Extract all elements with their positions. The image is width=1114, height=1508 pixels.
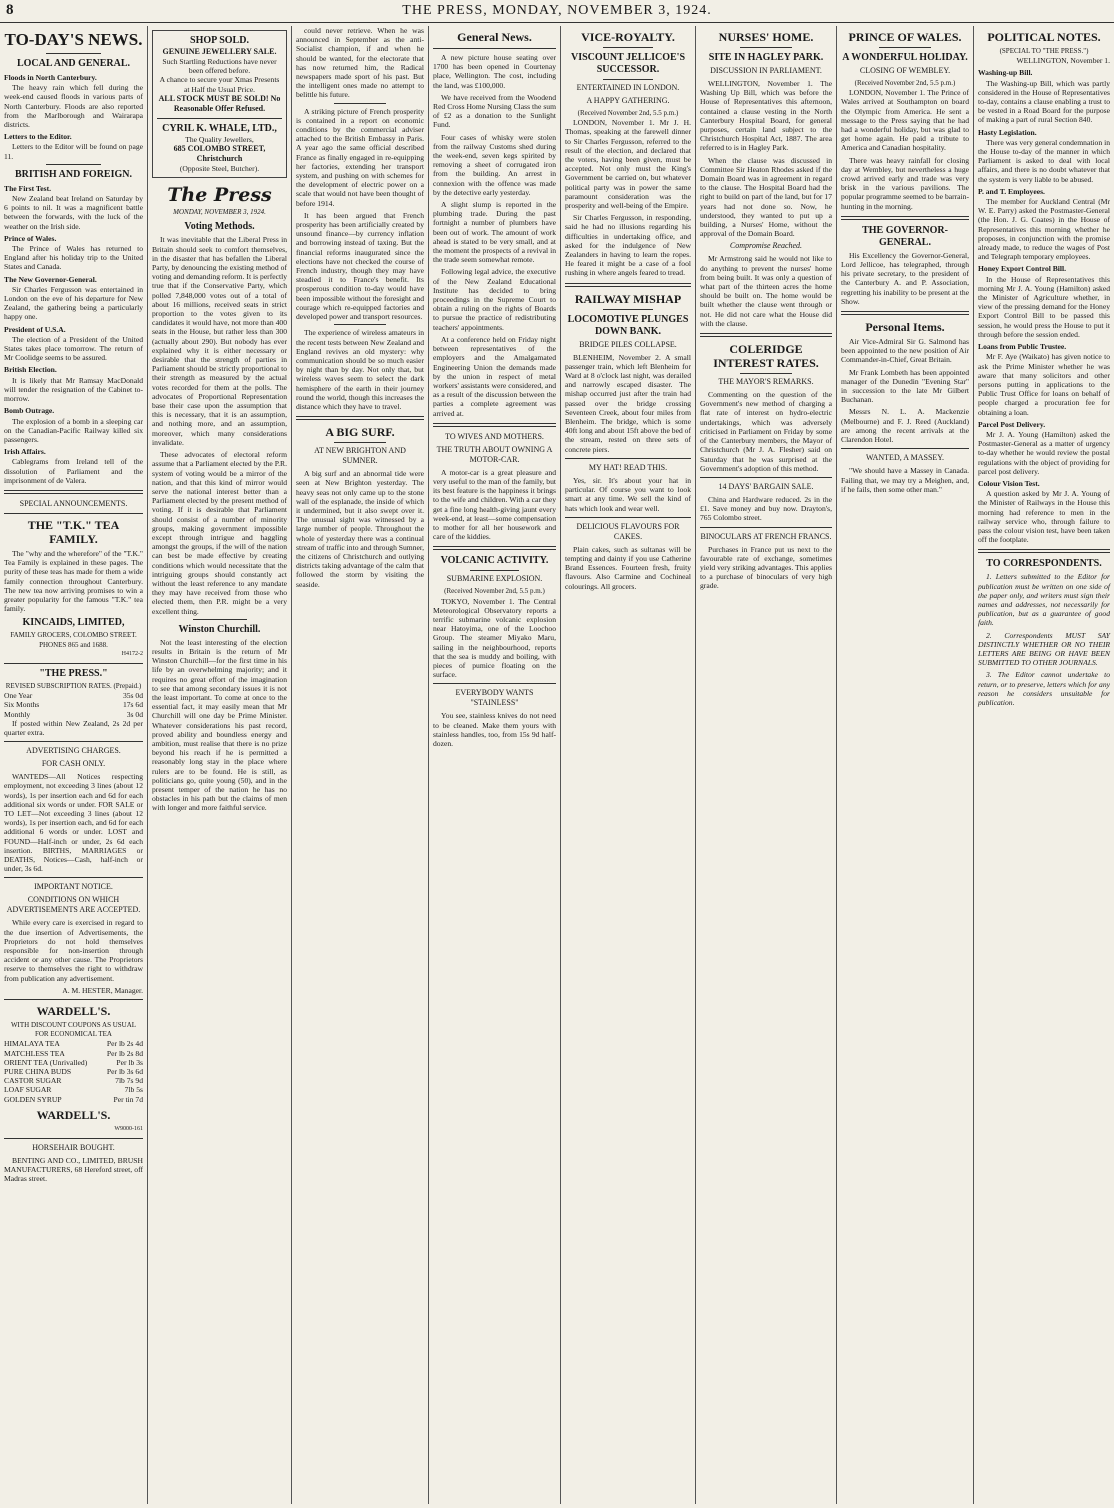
- parcel-text: Mr J. A. Young (Hamilton) asked the Postmaster-General as a matter of urgency to-day whether he would review the postal regulations with the object of providing for parcel post delivery.: [978, 429, 1110, 476]
- price-label: Six Months: [4, 700, 40, 710]
- price-row: [4, 1049, 143, 1058]
- closing-wembley: CLOSING OF WEMBLEY.: [859, 66, 951, 75]
- usa-text: The election of a President of the United States takes place tomorrow. The return of Mr Coolidge seems to be assured.: [4, 334, 143, 363]
- price-row: [4, 1039, 143, 1048]
- hat-text: Yes, sir. It's about your hat in particular. Of course you want to look smart at any time. We sell the kind of hats which look and wear well.: [565, 475, 691, 513]
- price-label: GOLDEN SYRUP: [4, 1094, 62, 1104]
- colour-text: A question asked by Mr J. A. Young of the Minister of Railways in the House this morning had reference to men in the railway service who, through failure to pass the colour vision test, have been taken off the footplate.: [978, 489, 1110, 545]
- advertising-charges-heading: ADVERTISING CHARGES.: [26, 746, 121, 756]
- railway-mishap-heading: RAILWAY MISHAP: [574, 291, 682, 306]
- column-nurses-home: [696, 26, 837, 1504]
- pt-text: The member for Auckland Central (Mr W. E. Parry) asked the Postmaster-General (the Hon. J. G. Coates) in the House of Representatives this morning whether he proposes, in conjunction with the promise already made, to reduce the wages of Post and Telegraph temporary employees.: [978, 197, 1110, 262]
- whale-address: 685 COLOMBO STREET, Christchurch: [173, 144, 266, 164]
- usa-heading: President of U.S.A.: [4, 324, 66, 334]
- whale-sub: The Quality Jewellers,: [185, 134, 254, 144]
- price-value: 3s 0d: [126, 709, 143, 719]
- railway-text: BLENHEIM, November 2. A small passenger train, which left Blenheim for Ward at 8 o'clock last night, was derailed and narrowly escaped disaster. The mishap occurred just after the train had passed over the bridge crossing Seventeen Creek, about four miles from Blenheim. The bridge, which is some 40ft long and about 15ft above the bed of the stream, rested on three sets of concrete piers.: [565, 352, 691, 454]
- volcanic-received: (Received November 2nd, 5.5 p.m.): [444, 587, 545, 596]
- kincaids-name: KINCAIDS, LIMITED,: [22, 617, 125, 629]
- volcanic-heading: VOLCANIC ACTIVITY.: [440, 555, 549, 567]
- governor-text: Sir Charles Fergusson was entertained in London on the eve of his departure for New Zealand, the gathering being a particularly happy one.: [4, 284, 143, 322]
- column-todays-news: [0, 26, 148, 1504]
- personal-items-heading: Personal Items.: [865, 320, 945, 335]
- price-row: [4, 1067, 143, 1076]
- british-election-heading: British Election.: [4, 365, 57, 375]
- price-row: [4, 1076, 143, 1085]
- todays-news-heading: TO-DAY'S NEWS.: [4, 30, 143, 49]
- bargain-text: China and Hardware reduced. 2s in the £1. Save money and buy now. Drayton's, 765 Colombo street.: [700, 494, 832, 523]
- shop-chance: A chance to secure your Xmas Presents at Half the Usual Price.: [159, 75, 280, 94]
- price-label: LOAF SUGAR: [4, 1085, 52, 1095]
- washing-up-heading: Washing-up Bill.: [978, 68, 1033, 78]
- whisky-text: Four cases of whisky were stolen from the railway Customs shed during the week-end, seven kegs spirited by removing a sheet of corrugated iron from the building. An arrest in connexion with the offence was made by the detective early yesterday.: [433, 132, 556, 197]
- price-value: Per lb 3s 6d: [106, 1067, 143, 1077]
- first-test-text: New Zealand beat Ireland on Saturday by 6 points to nil. It was a magnificent battle between the forwards, with the luck of the weather on the Irish side.: [4, 194, 143, 231]
- governor-general-text: His Excellency the Governor-General, Lord Jellicoe, has telegraphed, through his private secretary, to the president of the Canterbury A. and P. Association, regretting his inability to be present at the Show.: [841, 250, 969, 306]
- volcanic-text: TOKYO, November 1. The Central Meteorological Observatory reports a terrific submarine volcanic explosion near Hatoyima, one of the Loochoo Group. The steamer Miyako Maru, sailing in the neighbourhood, reports that the sea is muddy and boiling, with pieces of pumice floating on the surface.: [433, 596, 556, 680]
- conditions-heading: CONDITIONS ON WHICH ADVERTISEMENTS ARE ACCEPTED.: [6, 895, 141, 915]
- wonderful-holiday: A WONDERFUL HOLIDAY.: [842, 52, 968, 63]
- flavours-text: Plain cakes, such as sultanas will be tempting and dainty if you use Catherine Brand Essences. Fourteen fresh, fruity flavours. Also Carmine and Cochineal colourings. All grocers.: [565, 544, 691, 591]
- stainless-text: You see, stainless knives do not need to be cleaned. Make them yours with stainless handles, too, from 15s 9d half-dozen.: [433, 711, 556, 748]
- big-surf-sub: AT NEW BRIGHTON AND SUMNER.: [314, 446, 406, 466]
- personal-text-1: Air Vice-Admiral Sir G. Salmond has been appointed to the new position of Air Commander-in-Chief, Great Britain.: [841, 337, 969, 365]
- special-announcements-heading: SPECIAL ANNOUNCEMENTS.: [19, 498, 128, 508]
- price-row: [4, 1058, 143, 1067]
- masthead: [0, 0, 1114, 23]
- whale-name: CYRIL K. WHALE, LTD.,: [162, 122, 277, 134]
- column-editorial: [148, 26, 292, 1504]
- kincaids-address: FAMILY GROCERS, COLOMBO STREET. PHONES 865 and 1688.: [10, 631, 137, 649]
- loans-heading: Loans from Public Trustee.: [978, 342, 1067, 352]
- voting-text-2: These advocates of electoral reform assume that a Parliament elected by the P.R. system of voting would be a mirror of the nation, and that this kind of mirror would serve the national interest better than a Parliament elected by the present method of voting. If it is desirable that Parliament should consist of a number of minority groups, making government impossible except through intrigue and haggling amongst the groups, if the will of the nation can best be made effective by creating conditions which would necessitate that the intriguing groups should constantly act without the least reference to any mandate they may have received from those who elected them, then P.R. might be a very excellent thing.: [152, 450, 287, 616]
- column-vice-royalty: [561, 26, 696, 1504]
- nurses-home-heading: NURSES' HOME.: [718, 30, 814, 44]
- letters-text: Letters to the Editor will be found on page 11.: [4, 142, 143, 161]
- plumbing-text: A slight slump is reported in the plumbing trade. During the past fortnight a number of plumbers have been out of work. The amount of work ahead is stated to be very small, and at the moment the prospects of a revival in the trade seem somewhat remote.: [433, 200, 556, 265]
- press-logo: The Press: [167, 184, 272, 207]
- price-value: Per lb 3s: [116, 1057, 143, 1067]
- voting-heading: Voting Methods.: [184, 221, 255, 233]
- shop-stock: ALL STOCK MUST BE SOLD! No Reasonable Offer Refused.: [158, 93, 281, 113]
- conditions-text: While every care is exercised in regard to the due insertion of Advertisements, the Proprietors do not hold themselves responsible for non-insertion through accident or any other cause. The Proprietors reserve to themselves the right to withdraw from publication any advertisement.: [4, 918, 143, 983]
- personal-text-3: Messrs N. L. A. Mackenzie (Melbourne) and F. J. Reed (Auckland) are among the recent arrivals at the Clarendon Hotel.: [841, 407, 969, 445]
- price-label: Monthly: [4, 709, 31, 719]
- price-value: 7lb 5s: [124, 1085, 143, 1095]
- french-finance-text: It has been argued that French prosperity has been artificially created by unsound finance—by currency inflation and borrowing instead of taxing. But the financial reforms inaugurated since the elections have not checked the course of French industry, though they may have steadied it to France's benefit. Its prosperous condition to-day would have been impossible without the foresight and courage which re-equipped factories and developed power and transport resources.: [296, 210, 424, 322]
- bridge-piles: BRIDGE PILES COLLAPSE.: [579, 339, 677, 349]
- wives-heading: TO WIVES AND MOTHERS.: [445, 431, 544, 441]
- nurses-home-text: WELLINGTON, November 1. The Washing Up Bill, which was before the House of Representatives this afternoon, contained a clause vesting in the North Canterbury Hospital Board, for general purposes, certain land subject to the Christchurch Hospital Act, 1887. The area referred to is in Hagley Park.: [700, 79, 832, 153]
- wardells-price-list: [4, 1039, 143, 1103]
- voting-text: It was inevitable that the Liberal Press in Britain should seek to comfort themselves, in the disaster that has befallen the Liberal Party, by denouncing the existing method of voting and demanding reform. It is perfectly true that if the Conservative Party, which polled 7,848,000 votes out of a total of about 16 millions, received seats in strict proportion to the votes given to its candidates it would have, not more than 400 seats in the House, but rather less than 300 (actually about 290). But nobody has ever explained why it is either necessary or desirable that the strength of parties in Parliament should be strictly proportional to their strength as measured by the actual votes recorded for them at the polls. The advocates of Proportional Representation base their case upon the assumption that this is necessary, that it is an assumption, and nothing more, and an assumption, moreover, which many considerations invalidate.: [152, 235, 287, 447]
- prince-received: (Received November 2nd, 5.5 p.m.): [854, 79, 956, 87]
- price-label: One Year: [4, 691, 33, 701]
- governor-heading: The New Governor-General.: [4, 274, 97, 284]
- shop-sold-heading: SHOP SOLD.: [190, 35, 249, 46]
- governor-general-heading: THE GOVERNOR-GENERAL.: [862, 224, 948, 248]
- price-label: PURE CHINA BUDS: [4, 1067, 72, 1077]
- flavours-heading: DELICIOUS FLAVOURS FOR CAKES.: [576, 521, 680, 541]
- big-surf-text: A big surf and an abnormal tide were seen at New Brighton yesterday. The heavy seas not only came up to the stone wall of the esplanade, the inside of which it undermined, but it also swept over it. The unusual sight was witnessed by a large number of people. Throughout the whole of yesterday there was a continual stream of traffic into and through Sumner, the citizens of Christchurch and outlying districts taking advantage of the calm that followed the storm by visiting the seaside.: [296, 469, 424, 589]
- vice-royalty-text: LONDON, November 1. Mr J. H. Thomas, speaking at the farewell dinner to Sir Charles Fergusson, referred to the result of the election, and declared that the voters, having been given, must be accepted. Not only must the King's Government be carried on, but whatever political party was in power the same paramount consideration was the prosperity and well-being of the Empire.: [565, 118, 691, 211]
- price-row: [4, 1095, 143, 1104]
- political-dateline: WELLINGTON, November 1.: [1016, 56, 1110, 66]
- editorial-dateline: MONDAY, NOVEMBER 3, 1924.: [173, 208, 266, 217]
- price-row: [4, 1085, 143, 1094]
- wanted-massey-heading: WANTED, A MASSEY.: [865, 453, 945, 463]
- wives-sub: THE TRUTH ABOUT OWNING A MOTOR-CAR.: [436, 444, 553, 464]
- price-label: HIMALAYA TEA: [4, 1039, 60, 1049]
- jellicoe-successor: VISCOUNT JELLICOE'S SUCCESSOR.: [570, 52, 686, 75]
- column-prince-of-wales: [837, 26, 974, 1504]
- nurses-home-text-2: When the clause was discussed in Committee Sir Heaton Rhodes asked if the Domain Board was in agreement in regard to the clause. The Hospital Board had the right to build on part of the land, but for 17 years had not done so. Now, he understood, they wanted to put up a building, a Nurses' Home, without the approval of the Domain Board.: [700, 155, 832, 239]
- rate-row: [4, 691, 143, 700]
- correspondents-text-3: 3. The Editor cannot undertake to return, or to preserve, letters which for any reason he considers unsuitable for publication.: [978, 670, 1110, 707]
- pt-heading: P. and T. Employees.: [978, 186, 1045, 196]
- big-surf-heading: A BIG SURF.: [325, 425, 395, 440]
- newspaper-page: [0, 26, 1114, 1504]
- british-foreign-heading: BRITISH AND FOREIGN.: [15, 168, 132, 180]
- political-special: (SPECIAL TO "THE PRESS."): [999, 47, 1089, 55]
- compromise-heading: Compromise Reached.: [729, 241, 803, 251]
- coleridge-heading: COLERIDGE INTEREST RATES.: [713, 342, 819, 371]
- prince-of-wales-heading: PRINCE OF WALES.: [848, 30, 962, 44]
- entertained-london: ENTERTAINED IN LONDON.: [576, 83, 680, 92]
- washing-up-text: The Washing-up Bill, which was partly considered in the House of Representatives to-day, contains a clause enabling a trust to be vested in a Road Board for the purpose of making a part of rural Section 840.: [978, 78, 1110, 125]
- general-news-heading: General News.: [457, 30, 532, 44]
- binoculars-text: Purchases in France put us next to the favourable rate of exchange, sometimes yield very striking advantages. This applies to a purchase of binoculars of very high grade.: [700, 544, 832, 591]
- colour-heading: Colour Vision Test.: [978, 478, 1040, 488]
- wanted-massey-text: "We should have a Massey in Canada. Failing that, we may try a Meighen, and, if he fails, then some other man.": [841, 466, 969, 494]
- happy-gathering: A HAPPY GATHERING.: [586, 96, 670, 105]
- honey-text: In the House of Representatives this morning Mr J. A. Young (Hamilton) asked the Minister of Agriculture whether, in view of the pressing demand for the Honey Export Control Bill to be passed this session, he would press the House to put it through before the session ended.: [978, 274, 1110, 339]
- personal-text-2: Mr Frank Lombeth has been appointed manager of the Dunedin "Evening Star" in succession to the late Mr Gilbert Buchanan.: [841, 367, 969, 405]
- parcel-heading: Parcel Post Delivery.: [978, 419, 1046, 429]
- wives-text: A motor-car is a great pleasure and very useful to the man of the family, but its best feature is the happiness it brings to the wife and children. With a car they get a fine long health-giving jaunt every week-end, at least—some compensation to mother for all her housework and care of the kiddies.: [433, 467, 556, 542]
- hasty-text: There was very general condemnation in the House to-day of the manner in which Parliament is asked to deal with local affairs, and there is no doubt whatever that the system is very liable to be abused.: [978, 137, 1110, 184]
- wardells-heading: WARDELL'S.: [36, 1004, 111, 1019]
- irish-heading: Irish Affairs.: [4, 447, 46, 457]
- correspondents-text-1: 1. Letters submitted to the Editor for publication must be written on one side of the paper only, and writers must sign their names and addresses, not necessarily for publication, but as a guarantee of good faith.: [978, 572, 1110, 628]
- rate-row: [4, 710, 143, 719]
- vice-royalty-heading: VICE-ROYALTY.: [581, 30, 675, 44]
- tk-tea-heading: THE "T.K." TEA FAMILY.: [27, 517, 120, 546]
- floods-heading: Floods in North Canterbury.: [4, 73, 97, 82]
- honey-heading: Honey Export Control Bill.: [978, 264, 1067, 274]
- shop-sold-advert: [152, 30, 287, 178]
- price-label: ORIENT TEA (Unrivalled): [4, 1057, 88, 1067]
- educational-text: Following legal advice, the executive of the New Zealand Educational Institute has decided to bring proceedings in the Supreme Court to obtain a ruling on the rights of Boards to pursue the practice of redistributing teachers' appointments.: [433, 267, 556, 332]
- french-prosperity-text: A striking picture of French prosperity is contained in a report on economic conditions by the commercial adviser attached to the British Embassy in Paris. A year ago the same official described France as finally engaged in re-equipping her factories, extending her transport system, and pushing on with schemes for the development of electric power on a scale that would not have been thought of before 1914.: [296, 106, 424, 208]
- shop-reductions: Such Startling Reductions have never been offered before.: [162, 57, 277, 76]
- parliament-discussion: DISCUSSION IN PARLIAMENT.: [710, 66, 822, 75]
- engineering-text: At a conference held on Friday night between representatives of the employers and the Amalgamated Engineering Union the demands made by the union in respect of metal workers' assistants were considered, and as a result of the discussion between the parties a complete agreement was arrived at.: [433, 334, 556, 418]
- price-value: 7lb 7s 9d: [115, 1076, 143, 1086]
- volcanic-sub: SUBMARINE EXPLOSION.: [446, 574, 543, 584]
- wireless-text: The experience of wireless amateurs in the recent tests between New Zealand and England revives an old mystery: why communication should be so much easier by night than by day. Not only that, but wireless waves seem to select the dark hemisphere of the earth in their journey round the world, though this increases the distance which they have to travel.: [296, 328, 424, 411]
- loans-text: Mr F. Aye (Waikato) has given notice to ask the Prime Minister whether he was aware that many solicitors and other persons putting in applications to the Public Trust Office for loans on behalf of people charged a procuration fee for obtaining a loan.: [978, 352, 1110, 417]
- rate-row: [4, 700, 143, 709]
- prince-heading: Prince of Wales.: [4, 233, 57, 243]
- hat-heading: MY HAT! READ THIS.: [588, 462, 668, 472]
- churchill-heading: Winston Churchill.: [178, 623, 261, 635]
- floods-text: The heavy rain which fell during the week-end caused floods in various parts of North Canterbury. Floods are also reported from the Marlborough and Wairarapa districts.: [4, 83, 143, 130]
- tk-tea-text: The "why and the wherefore" of the "T.K." Tea Family is explained in these pages. The purity of these teas has made for them a wide family connection throughout Canterbury. The new tea now arriving promises to win a greater popularity for the famous "T.K." tea family.: [4, 548, 143, 614]
- letters-heading: Letters to the Editor.: [4, 132, 72, 142]
- correspondents-text-2: 2. Correspondents MUST SAY DISTINCTLY WHETHER OR NO THEIR LETTERS ARE BEING OR HAVE BEEN SUBMITTED TO OTHER JOURNALS.: [978, 630, 1110, 668]
- mayor-remarks: THE MAYOR'S REMARKS.: [718, 377, 814, 387]
- hagley-park-sub: SITE IN HAGLEY PARK.: [708, 52, 824, 63]
- coleridge-text: Commenting on the question of the Government's new method of charging a flat rate of interest on hydro-electric undertakings, which was adversely criticised in Parliament on Friday by some of the Canterbury members, the Mayor of Christchurch (Mr J. A. Flesher) said on Saturday that he was surprised at the Government's adoption of this method.: [700, 390, 832, 473]
- press-rates-sub: REVISED SUBSCRIPTION RATES. (Prepaid.): [5, 681, 142, 690]
- red-cross-text: We have received from the Woodend Red Cross Home Nursing Class the sum of £2 as a donation to the Sunlight Fund.: [433, 92, 556, 130]
- stainless-heading: EVERYBODY WANTS "STAINLESS": [455, 688, 534, 708]
- horsehair-text: BENTING AND CO., LIMITED, BRUSH MANUFACTURERS, 68 Hereford street, off Madras street.: [4, 1156, 143, 1184]
- manager-signature: A. M. HESTER, Manager.: [62, 985, 143, 995]
- wembley-text: There was heavy rainfall for closing day at Wembley, but nevertheless a huge crowd arrived early and trade was very brisk in the various pavilions. The popular programme seemed to be barrain-hunting in the morning.: [841, 155, 969, 211]
- price-value: 17s 6d: [122, 700, 143, 710]
- horsehair-heading: HORSEHAIR BOUGHT.: [32, 1143, 115, 1153]
- subscription-rates: [4, 691, 143, 719]
- price-label: MATCHLESS TEA: [4, 1048, 65, 1058]
- whale-opposite: (Opposite Steel, Butcher).: [179, 164, 260, 174]
- first-test-heading: The First Test.: [4, 183, 52, 193]
- page-number: 8: [6, 2, 14, 18]
- prince-text: LONDON, November 1. The Prince of Wales arrived at Southampton on board the Olympic from America. He sent a message to the Press saying that he had had a wonderful holiday, but was glad to get home again. He paid a tribute to America and Canadian hospitality.: [841, 88, 969, 153]
- price-value: Per lb 2s 8d: [106, 1048, 143, 1058]
- bargain-heading: 14 DAYS' BARGAIN SALE.: [718, 481, 814, 491]
- price-value: Per tin 7d: [113, 1094, 143, 1104]
- bomb-heading: Bomb Outrage.: [4, 406, 55, 416]
- irish-text: Cablegrams from Ireland tell of the dissolution of Parliament and the imprisonment of de Valera.: [4, 457, 143, 485]
- political-notes-heading: POLITICAL NOTES.: [987, 30, 1101, 44]
- compromise-text: Mr Armstrong said he would not like to do anything to prevent the nurses' home from being built. It was only a question of what part of the thirteen acres the home should be built on. The home would be built whether the clause went through or not. He did not care what the House did with the clause.: [700, 254, 832, 328]
- binoculars-heading: BINOCULARS AT FRENCH FRANCS.: [700, 531, 832, 541]
- column-editorial-continued: [292, 26, 429, 1504]
- advertising-text: WANTEDS—All Notices respecting employment, not exceeding 3 lines (about 12 words), 1s per insertion each and 6d for each additional six words or under. FOR SALE or TO LET—Not exceeding 3 lines (about 12 words), 1s per insertion each, and 6d for each additional 6 words or under. LOST and FOUND—Half-inch or under, 2s 6d each insertion. BIRTHS, MARRIAGES or DEATHS, Notices—Cash, half-inch or under, 3s 6d.: [4, 772, 143, 874]
- kincaids-ref: H4172-2: [121, 650, 143, 657]
- locomotive-plunges: LOCOMOTIVE PLUNGES DOWN BANK.: [567, 313, 689, 337]
- jewellery-sale: GENUINE JEWELLERY SALE.: [162, 47, 277, 56]
- vice-royalty-received: (Received November 2nd, 5.5 p.m.): [577, 109, 679, 117]
- rates-note: If posted within New Zealand, 2s 2d per quarter extra.: [4, 718, 143, 737]
- cash-only-heading: FOR CASH ONLY.: [41, 759, 106, 769]
- newspaper-title: THE PRESS, MONDAY, NOVEMBER 3, 1924.: [402, 3, 712, 18]
- british-election-text: It is likely that Mr Ramsay MacDonald will tender the resignation of the Cabinet to-morrow.: [4, 375, 143, 404]
- bomb-text: The explosion of a bomb in a sleeping car on the Canadian-Pacific Railway killed six passengers.: [4, 416, 143, 444]
- picture-house-text: A new picture house seating over 1700 has been opened in Courtenay place, Wellington. The cost, including the land, was £100,000.: [433, 53, 556, 90]
- wardells-sub: WITH DISCOUNT COUPONS AS USUAL FOR ECONOMICAL TEA: [10, 1021, 137, 1039]
- column-general-news: [429, 26, 561, 1504]
- press-rates-heading: "THE PRESS.": [39, 667, 108, 679]
- important-notice-heading: IMPORTANT NOTICE.: [34, 882, 113, 892]
- churchill-text: Not the least interesting of the election results in Britain is the return of Mr Winston Churchill—for the first time in his life by an overwhelming majority; and it requires no great effort of the imagination to see that among secondary issues it is not the least important. To come at once to the essential fact, it may easily mean that Mr Churchill will one day be Prime Minister. Whatever considerations his past record, proved ability and boundless energy and ambition, must realise that there is no prize beyond his reach if he is permitted a reasonably long stay in the place where rulers are to be found. He is still, as politicians go, quite young (50), and in the present temper of the nation he has no obstacles in his path but the claims of men with longer and more faithful service.: [152, 637, 287, 813]
- fergusson-text: Sir Charles Fergusson, in responding, said he had no illusions regarding his difficulties in undertaking office, and asked for the indulgence of New Zealanders in having to learn the ropes. He feared it might be a case of a fool rushing in where angels feared to tread.: [565, 213, 691, 278]
- hasty-heading: Hasty Legislation.: [978, 127, 1037, 137]
- price-label: CASTOR SUGAR: [4, 1076, 62, 1086]
- column-political-notes: [974, 26, 1114, 1504]
- price-value: Per lb 2s 4d: [106, 1039, 143, 1049]
- correspondents-heading: TO CORRESPONDENTS.: [986, 558, 1102, 570]
- wardells-footer: WARDELL'S.: [36, 1107, 111, 1122]
- price-value: 35s 0d: [122, 691, 143, 701]
- wardells-ref: W9000-161: [114, 1125, 143, 1132]
- local-general-heading: LOCAL AND GENERAL.: [16, 58, 131, 69]
- editorial-continued-text: could never retrieve. When he was announced in September as the anti-Socialist champion, if and when he should be wanted, for the electorate that has now returned him, the Radical newspapers made sport of his past. But the intelligent ones made no attempt to belittle his future.: [296, 26, 424, 100]
- prince-text: The Prince of Wales has returned to England after his holiday trip to the United States and Canada.: [4, 244, 143, 272]
